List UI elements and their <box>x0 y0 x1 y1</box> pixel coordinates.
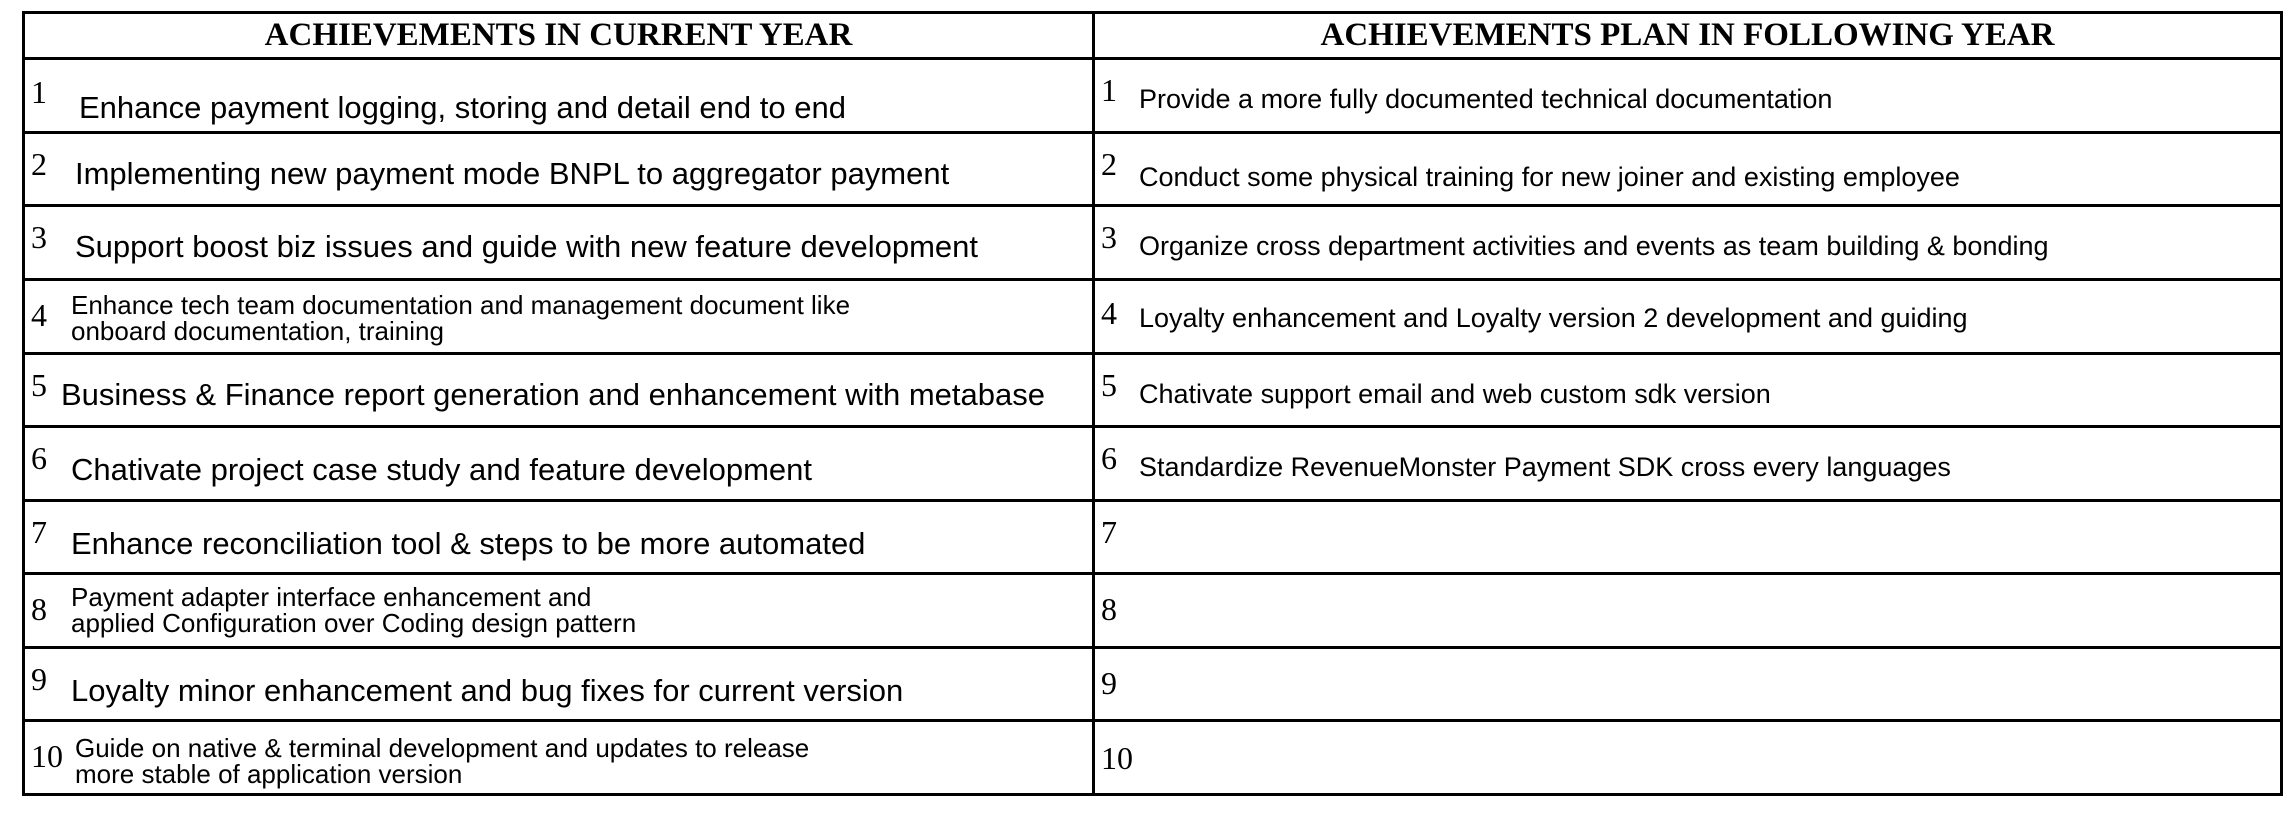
table-row <box>24 59 2282 133</box>
current-cell <box>24 500 1094 574</box>
plan-cell <box>1094 206 2282 280</box>
table-row <box>24 427 2282 501</box>
row-number: 3 <box>1101 219 1117 256</box>
plan-cell <box>1094 132 2282 206</box>
row-number: 4 <box>1101 295 1117 332</box>
table-row <box>24 132 2282 206</box>
table-row <box>24 721 2282 795</box>
header-row <box>24 13 2282 59</box>
row-number: 8 <box>1101 591 1117 628</box>
row-number: 8 <box>31 591 47 628</box>
plan-text: Provide a more fully documented technical documentation <box>1139 84 1833 115</box>
row-number: 4 <box>31 297 47 334</box>
achievement-text-line: Enhance tech team documentation and management document like <box>71 290 851 321</box>
row-number: 1 <box>1101 72 1117 109</box>
plan-text: Standardize RevenueMonster Payment SDK cross every languages <box>1139 452 1951 483</box>
table-row <box>24 574 2282 648</box>
table-row <box>24 647 2282 721</box>
plan-text: Conduct some physical training for new joiner and existing employee <box>1139 161 1960 192</box>
achievement-text <box>71 290 1086 346</box>
achievement-text: Enhance payment logging, storing and detail end to end <box>79 90 846 126</box>
row-number: 6 <box>1101 440 1117 477</box>
row-number: 6 <box>31 440 47 477</box>
plan-cell <box>1094 59 2282 133</box>
row-number: 5 <box>1101 366 1117 403</box>
row-number: 9 <box>31 660 47 697</box>
current-cell <box>24 206 1094 280</box>
row-number: 10 <box>1101 740 1133 777</box>
current-cell <box>24 132 1094 206</box>
plan-cell <box>1094 427 2282 501</box>
row-number: 7 <box>1101 513 1117 550</box>
row-number: 2 <box>1101 145 1117 182</box>
row-number: 10 <box>31 738 63 775</box>
achievements-table <box>22 11 2283 796</box>
row-number: 9 <box>1101 664 1117 701</box>
plan-cell <box>1094 280 2282 354</box>
current-cell <box>24 280 1094 354</box>
header-current-year: ACHIEVEMENTS IN CURRENT YEAR <box>24 13 1094 59</box>
achievement-text-line: onboard documentation, training <box>71 315 444 346</box>
achievement-text <box>75 733 1086 789</box>
plan-text: Loyalty enhancement and Loyalty version 2 development and guiding <box>1139 303 1968 334</box>
plan-cell <box>1094 500 2282 574</box>
row-number: 5 <box>31 366 47 403</box>
achievement-text: Chativate project case study and feature development <box>71 452 813 488</box>
current-cell <box>24 574 1094 648</box>
plan-text: Chativate support email and web custom sdk version <box>1139 378 1771 409</box>
current-cell <box>24 721 1094 795</box>
row-number: 7 <box>31 513 47 550</box>
current-cell <box>24 59 1094 133</box>
achievement-text <box>71 582 1086 638</box>
achievement-text: Loyalty minor enhancement and bug fixes for current version <box>71 672 904 708</box>
plan-cell <box>1094 647 2282 721</box>
plan-cell <box>1094 721 2282 795</box>
achievement-text-line: Payment adapter interface enhancement and <box>71 582 592 613</box>
achievement-text: Implementing new payment mode BNPL to aggregator payment <box>75 155 950 191</box>
table-row <box>24 500 2282 574</box>
row-number: 3 <box>31 219 47 256</box>
achievement-text-line: more stable of application version <box>75 758 463 789</box>
achievement-text-line: applied Configuration over Coding design pattern <box>71 607 637 638</box>
current-cell <box>24 647 1094 721</box>
achievement-text: Support boost biz issues and guide with new feature development <box>75 229 979 265</box>
plan-cell <box>1094 353 2282 427</box>
achievement-text-line: Guide on native & terminal development and updates to release <box>75 733 810 764</box>
achievement-text: Business & Finance report generation and enhancement with metabase <box>61 376 1045 412</box>
current-cell <box>24 427 1094 501</box>
table-row <box>24 353 2282 427</box>
achievement-text: Enhance reconciliation tool & steps to be more automated <box>71 525 866 561</box>
row-number: 1 <box>31 74 47 111</box>
table-row <box>24 206 2282 280</box>
current-cell <box>24 353 1094 427</box>
table-row <box>24 280 2282 354</box>
plan-cell <box>1094 574 2282 648</box>
header-following-year: ACHIEVEMENTS PLAN IN FOLLOWING YEAR <box>1094 13 2282 59</box>
plan-text: Organize cross department activities and events as team building & bonding <box>1139 231 2049 262</box>
row-number: 2 <box>31 145 47 182</box>
